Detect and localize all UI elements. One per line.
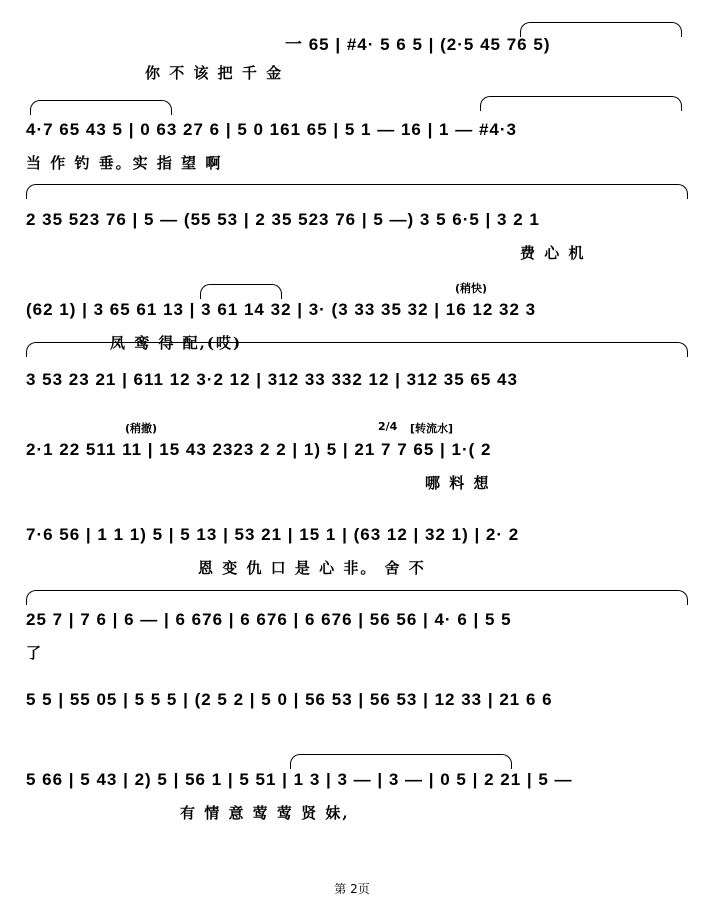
- tempo-annotation: (稍撤): [125, 422, 158, 435]
- notation-line: 5 66 | 5 43 | 2) 5 | 56 1 | 5 51 | 1 3 | 3 — | 3 — | 0 5 | 2 21 | 5 —: [26, 770, 573, 789]
- lyric-line: 费 心 机: [520, 244, 586, 262]
- lyric-line: 有 情 意 莺 莺 贤 妹,: [180, 804, 350, 822]
- notation-line: (62 1) | 3 65 61 13 | 3 61 14 32 | 3· (3 33 35 32 | 16 12 32 3: [26, 300, 537, 319]
- slur-mark: [290, 754, 512, 769]
- slur-mark: [480, 96, 682, 111]
- slur-mark: [30, 100, 172, 115]
- score-row-9: [0, 660, 704, 750]
- lyric-line: 了: [26, 644, 44, 662]
- notation-line: 2·1 22 511 11 | 15 43 2323 2 2 | 1) 5 | 21 7 7 65 | 1·( 2: [26, 440, 492, 459]
- score-row-6: [0, 410, 704, 500]
- time-signature: 2/4: [378, 420, 398, 433]
- notation-line: 7·6 56 | 1 1 1) 5 | 5 13 | 53 21 | 15 1 | (63 12 | 32 1) | 2· 2: [26, 525, 520, 544]
- notation-line: 2 35 523 76 | 5 — (55 53 | 2 35 523 76 | 5 —) 3 5 6·5 | 3 2 1: [26, 210, 540, 229]
- lyric-line: 恩 变 仇 口 是 心 非。 舍 不: [198, 559, 426, 577]
- mode-change-label: [转流水]: [410, 422, 454, 435]
- score-row-10: [0, 740, 704, 830]
- slur-mark: [26, 342, 688, 357]
- page-number: 第 2页: [334, 882, 370, 896]
- score-row-8: [0, 580, 704, 670]
- tempo-annotation: (稍快): [455, 282, 488, 295]
- slur-mark: [26, 184, 688, 199]
- slur-mark: [26, 590, 688, 605]
- score-row-3: [0, 180, 704, 270]
- score-row-7: [0, 495, 704, 585]
- lyric-line: 凤 鸾 得 配,(哎): [110, 334, 243, 352]
- notation-line: 一 65 | #4· 5 6 5 | (2·5 45 76 5): [285, 35, 551, 54]
- lyric-line: 你 不 该 把 千 金: [145, 64, 284, 82]
- lyric-line: 哪 料 想: [425, 474, 491, 492]
- score-row-1: [0, 0, 704, 90]
- notation-line: 5 5 | 55 05 | 5 5 5 | (2 5 2 | 5 0 | 56 53 | 56 53 | 12 33 | 21 6 6: [26, 690, 553, 709]
- lyric-line: 当 作 钓 垂。实 指 望 啊: [26, 154, 223, 172]
- score-row-2: [0, 90, 704, 180]
- notation-line: 25 7 | 7 6 | 6 — | 6 676 | 6 676 | 6 676 | 56 56 | 4· 6 | 5 5: [26, 610, 512, 629]
- slur-mark: [200, 284, 282, 299]
- notation-line: 4·7 65 43 5 | 0 63 27 6 | 5 0 161 65 | 5 1 — 16 | 1 — #4·3: [26, 120, 517, 139]
- notation-line: 3 53 23 21 | 611 12 3·2 12 | 312 33 332 12 | 312 35 65 43: [26, 370, 518, 389]
